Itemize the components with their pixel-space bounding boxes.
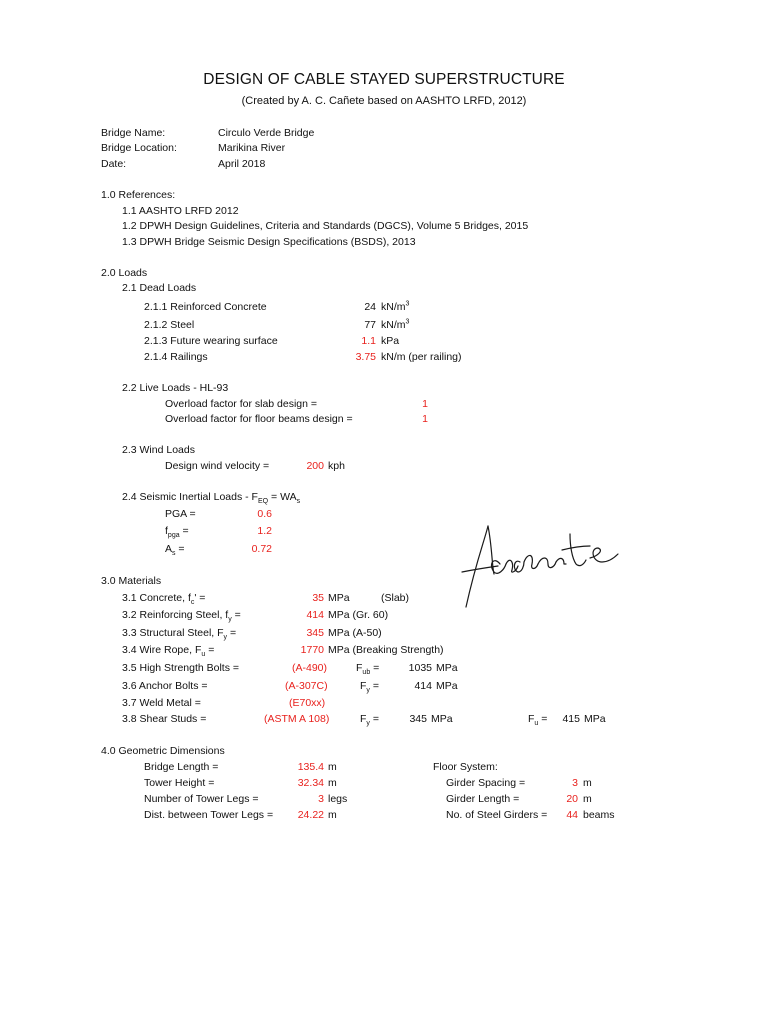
wind-velocity-label: Design wind velocity = bbox=[165, 460, 270, 472]
bridge-location-label: Bridge Location: bbox=[101, 142, 177, 154]
steel-girders-label: No. of Steel Girders = bbox=[446, 809, 548, 821]
fws-label: 2.1.3 Future wearing surface bbox=[144, 335, 278, 347]
as-label: $A_s$ = bbox=[165, 543, 185, 558]
wire-rope-value: 1770 bbox=[300, 644, 324, 656]
girder-spacing-value: 3 bbox=[572, 777, 578, 789]
date-value: April 2018 bbox=[218, 158, 266, 170]
tower-legs-unit: legs bbox=[328, 793, 348, 805]
reference-item: 1.3 DPWH Bridge Seismic Design Specifications (BSDS), 2013 bbox=[122, 236, 416, 248]
shear-studs-fy-label: $F_y$ = bbox=[360, 713, 379, 728]
reference-item: 1.2 DPWH Design Guidelines, Criteria and Standards (DGCS), Volume 5 Bridges, 2015 bbox=[122, 220, 529, 232]
shear-studs-fy-value: 345 bbox=[409, 713, 427, 725]
fpga-label: $f_{pga}$ = bbox=[165, 525, 189, 540]
tower-height-value: 32.34 bbox=[297, 777, 324, 789]
anchor-bolts-fy-value: 414 bbox=[414, 680, 432, 692]
wire-rope-label: 3.4 Wire Rope, $F_u$ = bbox=[122, 644, 215, 659]
hs-bolts-fub-value: 1035 bbox=[408, 662, 432, 674]
bridge-length-label: Bridge Length = bbox=[144, 761, 219, 773]
anchor-bolts-value: (A-307C) bbox=[285, 680, 328, 692]
girder-length-label: Girder Length = bbox=[446, 793, 520, 805]
bridge-length-value: 135.4 bbox=[297, 761, 324, 773]
wire-rope-unit: MPa (Breaking Strength) bbox=[328, 644, 444, 656]
floor-factor-label: Overload factor for floor beams design = bbox=[165, 413, 353, 425]
materials-heading: 3.0 Materials bbox=[101, 575, 162, 587]
seismic-heading: 2.4 Seismic Inertial Loads - $F_{EQ} = WA_s$ bbox=[122, 491, 301, 506]
concrete-value: 35 bbox=[312, 592, 324, 604]
tower-legs-label: Number of Tower Legs = bbox=[144, 793, 259, 805]
hs-bolts-label: 3.5 High Strength Bolts = bbox=[122, 662, 240, 674]
fws-unit: kPa bbox=[381, 335, 400, 347]
anchor-bolts-fy-label: $F_y$ = bbox=[360, 680, 379, 695]
leg-distance-value: 24.22 bbox=[297, 809, 324, 821]
tower-height-unit: m bbox=[328, 777, 337, 789]
bridge-name-label: Bridge Name: bbox=[101, 127, 166, 139]
rc-label: 2.1.1 Reinforced Concrete bbox=[144, 301, 267, 313]
pga-label: PGA = bbox=[165, 508, 196, 520]
wind-velocity-unit: kph bbox=[328, 460, 345, 472]
structural-steel-value: 345 bbox=[306, 627, 324, 639]
rc-value: 24 bbox=[364, 301, 376, 313]
railings-unit: kN/m (per railing) bbox=[381, 351, 462, 363]
railings-label: 2.1.4 Railings bbox=[144, 351, 208, 363]
fpga-value: 1.2 bbox=[257, 525, 272, 537]
fws-value: 1.1 bbox=[361, 335, 376, 347]
wind-loads-heading: 2.3 Wind Loads bbox=[122, 444, 195, 456]
date-label: Date: bbox=[101, 158, 127, 170]
slab-factor-label: Overload factor for slab design = bbox=[165, 398, 318, 410]
concrete-label: 3.1 Concrete, $f_c'$ = bbox=[122, 592, 206, 607]
wind-velocity-value: 200 bbox=[306, 460, 324, 472]
tower-height-label: Tower Height = bbox=[144, 777, 215, 789]
girder-spacing-label: Girder Spacing = bbox=[446, 777, 526, 789]
leg-distance-label: Dist. between Tower Legs = bbox=[144, 809, 274, 821]
steel-girders-value: 44 bbox=[566, 809, 578, 821]
weld-metal-value: (E70xx) bbox=[289, 697, 326, 709]
girder-length-unit: m bbox=[583, 793, 592, 805]
steel-label: 2.1.2 Steel bbox=[144, 319, 195, 331]
steel-unit: $kN/m^3$ bbox=[381, 318, 410, 331]
slab-factor-value: 1 bbox=[422, 398, 428, 410]
bridge-length-unit: m bbox=[328, 761, 337, 773]
pga-value: 0.6 bbox=[257, 508, 272, 520]
live-loads-heading: 2.2 Live Loads - HL-93 bbox=[122, 382, 229, 394]
hs-bolts-value: (A-490) bbox=[292, 662, 328, 674]
shear-studs-value: (ASTM A 108) bbox=[264, 713, 330, 725]
girder-spacing-unit: m bbox=[583, 777, 592, 789]
structural-steel-label: 3.3 Structural Steel, $F_y$ = bbox=[122, 627, 237, 642]
concrete-unit: MPa bbox=[328, 592, 350, 604]
shear-studs-fu-label: $F_u$ = bbox=[528, 713, 548, 728]
rebar-value: 414 bbox=[306, 609, 324, 621]
shear-studs-fy-unit: MPa bbox=[431, 713, 453, 725]
floor-factor-value: 1 bbox=[422, 413, 428, 425]
concrete-note: (Slab) bbox=[381, 592, 410, 604]
anchor-bolts-fy-unit: MPa bbox=[436, 680, 458, 692]
document-subtitle: (Created by A. C. Cañete based on AASHTO LRFD, 2012) bbox=[241, 95, 527, 107]
leg-distance-unit: m bbox=[328, 809, 337, 821]
geometry-heading: 4.0 Geometric Dimensions bbox=[101, 745, 225, 757]
dead-loads-heading: 2.1 Dead Loads bbox=[122, 282, 197, 294]
rebar-label: 3.2 Reinforcing Steel, $f_y$ = bbox=[122, 609, 241, 624]
girder-length-value: 20 bbox=[566, 793, 578, 805]
bridge-name-value: Circulo Verde Bridge bbox=[218, 127, 315, 139]
anchor-bolts-label: 3.6 Anchor Bolts = bbox=[122, 680, 208, 692]
shear-studs-fu-value: 415 bbox=[562, 713, 580, 725]
structural-steel-unit: MPa (A-50) bbox=[328, 627, 382, 639]
steel-value: 77 bbox=[364, 319, 376, 331]
document-title: DESIGN OF CABLE STAYED SUPERSTRUCTURE bbox=[203, 71, 565, 88]
shear-studs-label: 3.8 Shear Studs = bbox=[122, 713, 207, 725]
loads-heading: 2.0 Loads bbox=[101, 267, 148, 279]
hs-bolts-fub-unit: MPa bbox=[436, 662, 458, 674]
shear-studs-fu-unit: MPa bbox=[584, 713, 606, 725]
rc-unit: $kN/m^3$ bbox=[381, 300, 410, 313]
reference-item: 1.1 AASHTO LRFD 2012 bbox=[122, 205, 239, 217]
weld-metal-label: 3.7 Weld Metal = bbox=[122, 697, 201, 709]
references-heading: 1.0 References: bbox=[101, 189, 176, 201]
as-value: 0.72 bbox=[251, 543, 272, 555]
tower-legs-value: 3 bbox=[318, 793, 324, 805]
hs-bolts-fub-label: $F_{ub}$ = bbox=[356, 662, 380, 677]
steel-girders-unit: beams bbox=[583, 809, 615, 821]
railings-value: 3.75 bbox=[355, 351, 376, 363]
floor-system-heading: Floor System: bbox=[433, 761, 498, 773]
bridge-location-value: Marikina River bbox=[218, 142, 286, 154]
rebar-unit: MPa (Gr. 60) bbox=[328, 609, 389, 621]
handwritten-signature bbox=[458, 512, 630, 612]
